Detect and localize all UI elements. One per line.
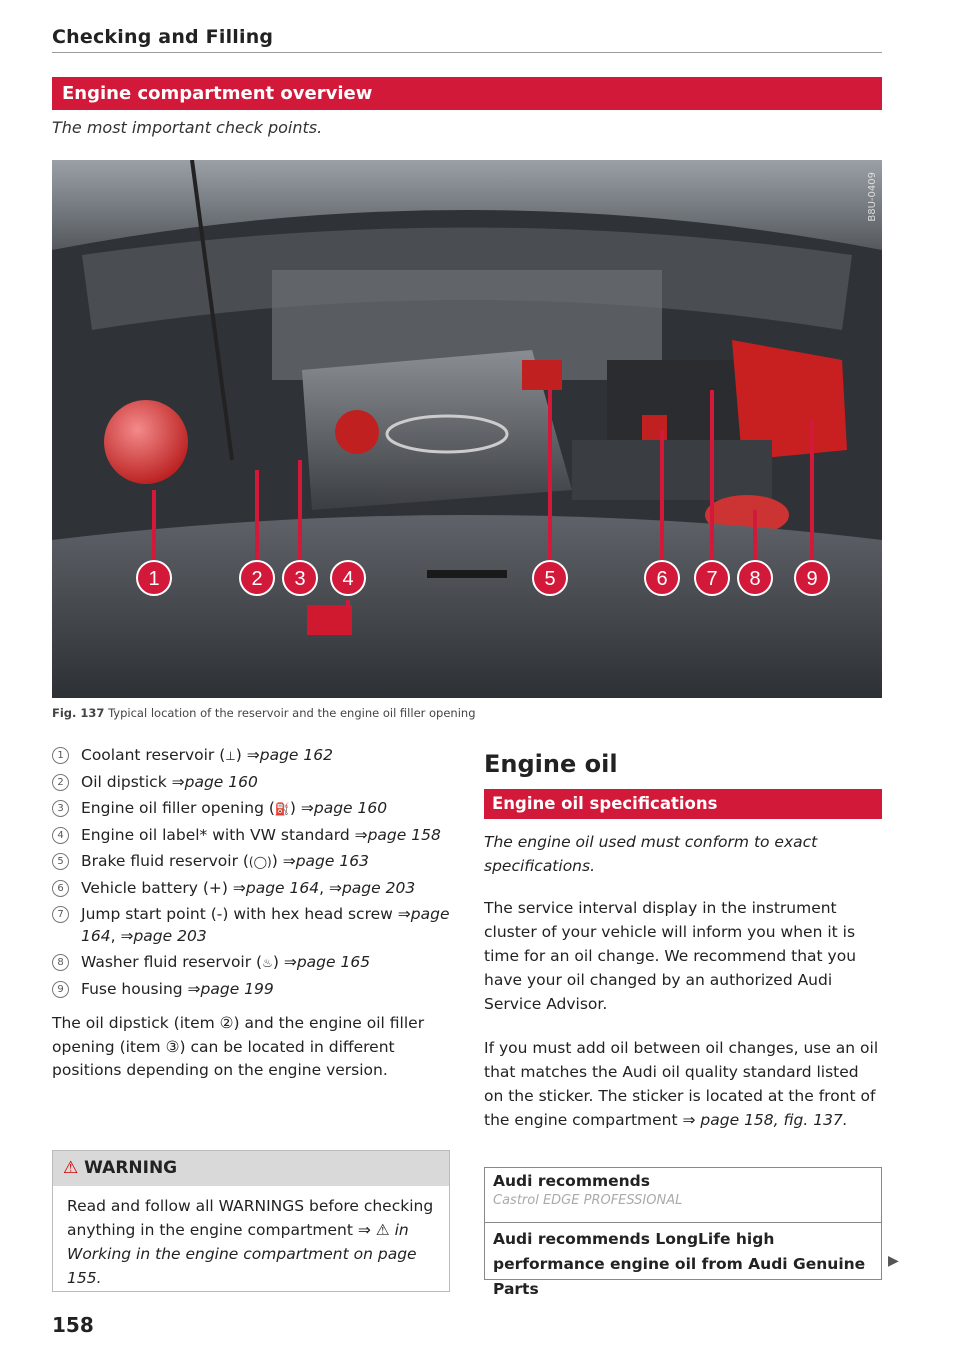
section-header: Checking and Filling [52, 26, 274, 48]
figure-caption [52, 706, 476, 720]
item-number-badge: 4 [52, 827, 69, 844]
item-label: Washer fluid reservoir ( [81, 953, 263, 971]
audi-recommends-title: Audi recommends [493, 1172, 650, 1190]
header-rule [52, 52, 882, 53]
item-label: Vehicle battery (+) [81, 879, 233, 897]
engine-oil-heading: Engine oil [484, 750, 618, 778]
service-interval-paragraph: The service interval display in the instrument cluster of your vehicle will inform you when it is time for an oil change. We recommend that you have your oil changed by an authorized Audi Service Advisor. [484, 899, 857, 1013]
item-label: Jump start point (-) with hex head screw [81, 905, 398, 923]
page-reference-link[interactable]: page 158 [367, 826, 441, 844]
check-point-item [52, 877, 452, 899]
check-point-item [52, 771, 452, 793]
item-label: Brake fluid reservoir ( [81, 852, 249, 870]
page-number: 158 [52, 1313, 94, 1337]
item-symbol-icon: ⊥ [225, 749, 236, 763]
arrow-icon: ⇒ [171, 773, 185, 791]
item-number-badge: 9 [52, 981, 69, 998]
arrow-icon: ⇒ [354, 826, 368, 844]
item-symbol-icon: (◯) [248, 855, 272, 869]
callout-7-label: 7 [706, 568, 718, 590]
check-point-item [52, 850, 452, 873]
caption-text: Typical location of the reservoir and the engine oil filler opening [108, 706, 476, 720]
section-banner: Engine compartment overview [52, 77, 882, 110]
arrow-icon: ⇒ [300, 799, 314, 817]
page-reference-link[interactable]: page 203 [341, 879, 416, 897]
item-label-tail: ) [271, 852, 283, 870]
callout-3-label: 3 [294, 568, 306, 590]
arrow-icon: ⇒ [246, 746, 260, 764]
callout-8-label: 8 [749, 568, 761, 590]
figure-code: B8U-0409 [867, 172, 878, 222]
page-reference-link[interactable]: page 163 [295, 852, 369, 870]
audi-recommends-header [485, 1168, 881, 1223]
item-text: Vehicle battery (+) ⇒page 164, ⇒page 203 [81, 879, 416, 897]
item-number-badge: 7 [52, 906, 69, 923]
check-point-item [52, 978, 452, 1000]
callout-2-label: 2 [251, 568, 263, 590]
item-number-badge: 6 [52, 880, 69, 897]
oil-spec-banner: Engine oil specifications [484, 789, 882, 819]
arrow-icon: ⇒ [283, 953, 297, 971]
item-text [81, 744, 333, 767]
check-point-item [52, 744, 452, 767]
next-page-arrow-icon[interactable]: ▶ [888, 1253, 899, 1269]
oil-spec-subtitle: The engine oil used must conform to exact specifications. [484, 833, 818, 875]
item-label: Engine oil filler opening ( [81, 799, 275, 817]
item-text [81, 824, 441, 846]
arrow-icon: ⇒ [397, 905, 411, 923]
item-label: Oil dipstick [81, 773, 172, 791]
item-number-badge: 2 [52, 774, 69, 791]
castrol-logo: Castrol EDGE PROFESSIONAL [493, 1193, 683, 1208]
warning-icon: ⚠ [63, 1158, 79, 1178]
callout-5-label: 5 [544, 568, 556, 590]
callout-6-label: 6 [656, 568, 668, 590]
section-subtitle: The most important check points. [52, 118, 323, 137]
page-reference-link[interactable]: page 165 [296, 953, 371, 971]
page-reference-link[interactable]: page 160 [313, 799, 388, 817]
arrow-icon: ⇒ [282, 852, 296, 870]
warning-header [53, 1151, 449, 1186]
warning-title: WARNING [84, 1158, 178, 1178]
engine-illustration [52, 160, 882, 698]
item-number-badge: 5 [52, 853, 69, 870]
check-points-list [52, 744, 452, 1004]
arrow-icon: ⇒ [232, 879, 246, 897]
check-point-item [52, 951, 452, 974]
warning-box [52, 1150, 450, 1292]
warning-text: Read and follow all WARNINGS before checking anything in the engine compartment ⇒ ⚠ [67, 1197, 434, 1239]
item-symbol-icon: ♨ [262, 956, 273, 970]
item-text [81, 978, 274, 1000]
item-label-tail: ) [235, 746, 247, 764]
caption-label: Fig. 137 [52, 706, 105, 720]
check-point-item [52, 797, 452, 820]
arrow-icon: ⇒ [328, 879, 342, 897]
check-point-item [52, 824, 452, 846]
arrow-icon: ⇒ [120, 927, 134, 945]
warning-body [53, 1186, 449, 1298]
audi-recommends-box [484, 1167, 882, 1298]
page-reference-link[interactable]: page 199 [200, 980, 274, 998]
item-number-badge: 3 [52, 800, 69, 817]
item-label: Coolant reservoir ( [81, 746, 226, 764]
add-oil-paragraph [484, 1036, 880, 1132]
page-reference-link[interactable]: page 203 [133, 927, 207, 945]
warning-reference: in Working in the engine compartment on page 155. [67, 1221, 417, 1287]
item-symbol-icon: ⛽ [274, 802, 290, 816]
add-oil-text: If you must add oil between oil changes, use an oil that matches the Audi oil quality standard listed on the sticker. The sticker is located at the front of the engine compartment [484, 1039, 879, 1129]
item-text: Jump start point (-) with hex head screw ⇒page 164, ⇒page 203 [81, 905, 450, 945]
callout-4-label: 4 [342, 568, 354, 590]
item-number-badge: 1 [52, 747, 69, 764]
page-reference-link[interactable]: page 162 [259, 746, 333, 764]
item-label-tail: ) [272, 953, 284, 971]
item-text [81, 797, 387, 820]
item-label-tail: ) [289, 799, 301, 817]
add-oil-ref[interactable]: ⇒ page 158, fig. 137. [682, 1111, 848, 1129]
page-reference-link[interactable]: page 160 [184, 773, 258, 791]
item-number-badge: 8 [52, 954, 69, 971]
callout-1-label: 1 [148, 568, 160, 590]
check-point-item [52, 903, 452, 947]
item-text [81, 850, 369, 873]
audi-recommends-text: Audi recommends LongLife high performance engine oil from Audi Genuine Parts [493, 1230, 866, 1298]
item-text [81, 771, 258, 793]
dipstick-note: The oil dipstick (item ②) and the engine oil filler opening (item ③) can be located in different positions depending on the engine version. [52, 1014, 425, 1079]
page-reference-link[interactable]: page 164 [245, 879, 320, 897]
engine-compartment-figure [52, 160, 882, 698]
item-label: Engine oil label* with VW standard [81, 826, 355, 844]
arrow-icon: ⇒ [187, 980, 201, 998]
page-reference-link[interactable]: page 164 [81, 905, 450, 945]
item-label: Fuse housing [81, 980, 188, 998]
item-text [81, 951, 370, 974]
callout-9-label: 9 [806, 568, 818, 590]
